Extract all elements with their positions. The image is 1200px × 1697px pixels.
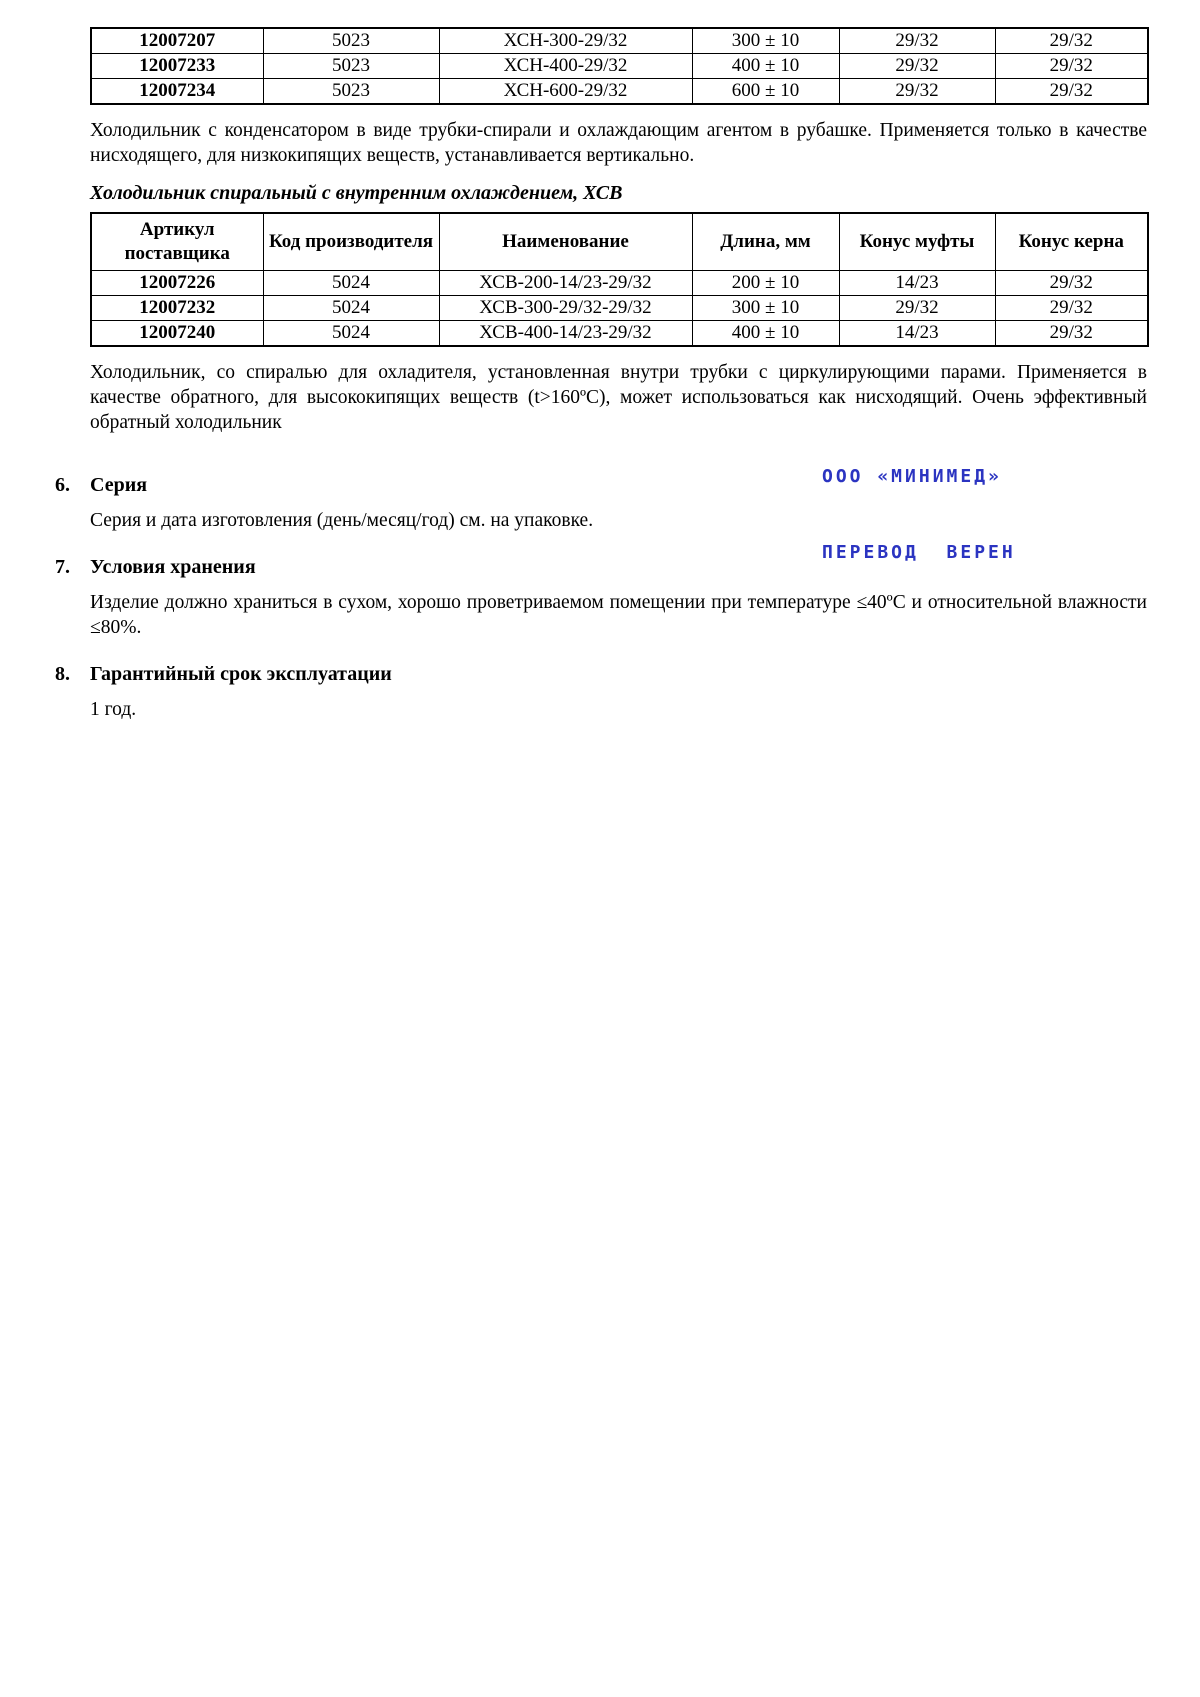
column-header-article: Артикул поставщика (91, 213, 263, 271)
paragraph-xch-description: Холодильник с конденсатором в виде трубки-спирали и охлаждающим агентом в рубашке. Применяется только в качестве нисходящего, для низкокипящих веществ, устанавливается вертикально. (90, 120, 1147, 166)
table-cell: 12007240 (91, 321, 263, 347)
table-cell: 200 ± 10 (692, 271, 839, 296)
xch-table (90, 27, 1149, 105)
table-cell: 29/32 (995, 296, 1148, 321)
column-header-manufacturer-code: Код производителя (263, 213, 439, 271)
table-cell: 29/32 (839, 296, 995, 321)
table-cell: 400 ± 10 (692, 321, 839, 347)
table-header-row (91, 213, 1148, 271)
section-7-title: Условия хранения (90, 556, 256, 578)
table-row (91, 296, 1148, 321)
section-8-title: Гарантийный срок эксплуатации (90, 663, 392, 685)
document-content (55, 27, 1147, 722)
table-cell: 600 ± 10 (692, 79, 839, 105)
table-row (91, 321, 1148, 347)
table-cell: 5023 (263, 54, 439, 79)
column-header-core-cone: Конус керна (995, 213, 1148, 271)
table-cell: 300 ± 10 (692, 28, 839, 54)
table-cell: 400 ± 10 (692, 54, 839, 79)
table-cell: ХСН-400-29/32 (439, 54, 692, 79)
table-cell: 29/32 (839, 79, 995, 105)
section-6-number: 6. (55, 474, 70, 496)
xch-table-body (91, 28, 1148, 104)
table-cell: 12007234 (91, 79, 263, 105)
table-cell: 29/32 (995, 28, 1148, 54)
xcb-table (90, 212, 1149, 347)
table-cell: 300 ± 10 (692, 296, 839, 321)
stamp-translation-correct: ПЕРЕВОД ВЕРЕН (822, 542, 1016, 563)
table-cell: 29/32 (839, 28, 995, 54)
section-7-body: Изделие должно храниться в сухом, хорошо проветриваемом помещении при температуре ≤40ºС и относительной влажности ≤80%. (90, 592, 1147, 638)
table-cell: ХСВ-300-29/32-29/32 (439, 296, 692, 321)
stamp-company-name: ООО «МИНИМЕД» (822, 466, 1002, 487)
table-cell: 5024 (263, 321, 439, 347)
table-cell: 5023 (263, 28, 439, 54)
column-header-socket-cone: Конус муфты (839, 213, 995, 271)
table-cell: 5024 (263, 271, 439, 296)
table-cell: 14/23 (839, 321, 995, 347)
section-7-number: 7. (55, 556, 70, 578)
table-row (91, 271, 1148, 296)
table-cell: 12007226 (91, 271, 263, 296)
table-cell: 29/32 (995, 54, 1148, 79)
section-6-title: Серия (90, 474, 148, 496)
table-cell: 29/32 (995, 271, 1148, 296)
table-cell: 14/23 (839, 271, 995, 296)
table-cell: 5024 (263, 296, 439, 321)
table-cell: ХСВ-200-14/23-29/32 (439, 271, 692, 296)
table-row (91, 79, 1148, 105)
paragraph-xcb-description: Холодильник, со спиралью для охладителя, установленная внутри трубки с циркулирующими парами. Применяется в качестве обратного, для высококипящих веществ (t>160ºС), может использоваться как нисходящий. Очень эффективный обратный холодильник (90, 362, 1147, 433)
table-cell: 5023 (263, 79, 439, 105)
table-cell: ХСН-600-29/32 (439, 79, 692, 105)
section-8-number: 8. (55, 663, 70, 685)
section-8-heading (55, 662, 1147, 686)
section-8-body: 1 год. (90, 699, 137, 720)
column-header-length: Длина, мм (692, 213, 839, 271)
section-6-body: Серия и дата изготовления (день/месяц/год) см. на упаковке. (90, 510, 594, 531)
table-cell: 29/32 (995, 321, 1148, 347)
column-header-name: Наименование (439, 213, 692, 271)
translation-stamp (822, 428, 1032, 602)
table-cell: ХСН-300-29/32 (439, 28, 692, 54)
table-cell: ХСВ-400-14/23-29/32 (439, 321, 692, 347)
xcb-section-heading: Холодильник спиральный с внутренним охлаждением, ХСВ (90, 182, 623, 204)
table-cell: 12007207 (91, 28, 263, 54)
table-cell: 29/32 (995, 79, 1148, 105)
table-cell: 12007232 (91, 296, 263, 321)
xcb-table-body (91, 271, 1148, 347)
section-8-warranty (55, 662, 1147, 722)
table-row (91, 28, 1148, 54)
xcb-table-header (91, 213, 1148, 271)
table-cell: 12007233 (91, 54, 263, 79)
table-row (91, 54, 1148, 79)
table-cell: 29/32 (839, 54, 995, 79)
